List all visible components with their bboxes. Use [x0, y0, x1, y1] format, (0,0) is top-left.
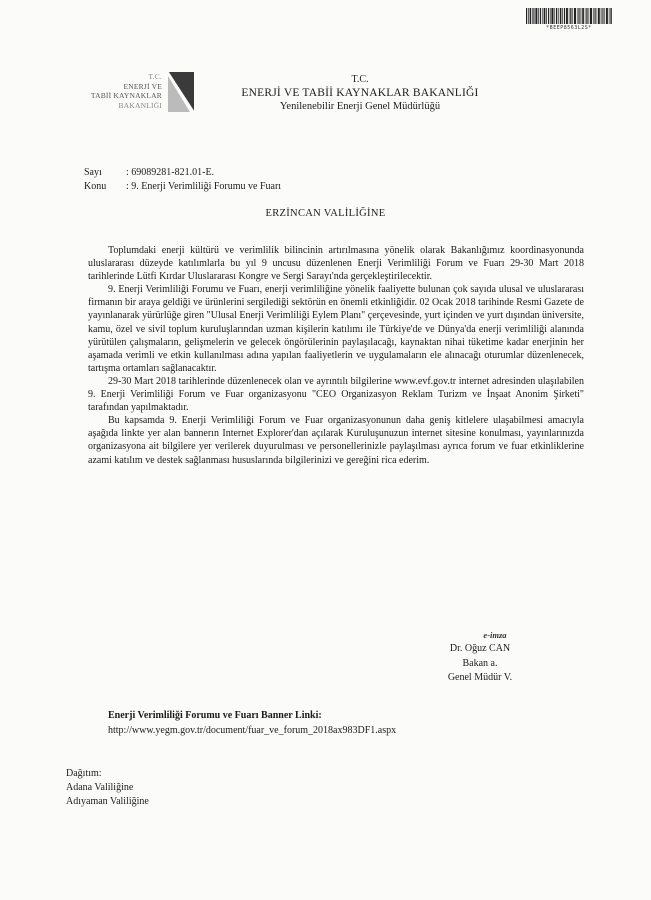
- ministry-name: ENERJİ VE TABİİ KAYNAKLAR BAKANLIĞI: [241, 87, 479, 99]
- distribution-label: Dağıtım:: [66, 768, 102, 779]
- banner-link-title: Enerji Verimliliği Forumu ve Fuarı Banner Linki:: [108, 710, 322, 721]
- distribution-list: [66, 767, 149, 809]
- e-signature-mark: e-imza: [483, 630, 507, 640]
- barcode-bars: [526, 8, 612, 24]
- logo-text-line1: T.C.: [148, 72, 162, 81]
- meta-sayi-label: Sayı: [84, 167, 102, 178]
- document-meta: [84, 166, 281, 194]
- barcode-number: *BEEP8563L2S*: [546, 25, 592, 31]
- body-paragraph-1: Toplumdaki enerji kültürü ve verimlilik bilincinin artırılmasına yönelik olarak Bakanlığımız koordinasyonunda uluslararası düzeyde katılımlarla bu yıl 9 uncusu düzenlenen Enerji Verimliliği Forum ve Fuarı 29-30 Mart 2018 tarihlerinde Lütfi Kırdar Uluslararası Kongre ve Sergi Sarayı'nda gerçekleştirilecektir.: [88, 245, 584, 283]
- signer-title-1: Bakan a.: [462, 657, 498, 669]
- signer-name: Dr. Oğuz CAN: [449, 643, 511, 654]
- directorate-name: Yenilenebilir Enerji Genel Müdürlüğü: [279, 101, 441, 112]
- meta-sayi-row: [84, 166, 281, 180]
- letterhead-tc: T.C.: [351, 74, 369, 85]
- logo-text-line4: BAKANLIĞI: [118, 100, 162, 110]
- meta-konu-value: : 9. Enerji Verimliliği Forumu ve Fuarı: [126, 181, 282, 192]
- body-paragraph-3: 29-30 Mart 2018 tarihlerinde düzenlenecek olan ve ayrıntılı bilgilerine www.evf.gov.tr internet adresinden ulaşılabilen 9. Enerji Verimliliği Forum ve Fuar organizasyonu "CEO Organizasyon Reklam Turizm ve İnşaat Anonim Şirketi" tarafından yapılmaktadır.: [88, 375, 584, 414]
- meta-konu-row: [84, 180, 281, 194]
- body-paragraph-4: Bu kapsamda 9. Enerji Verimliliği Forum ve Fuar organizasyonunun daha geniş kitlelere ulaşabilmesi amacıyla aşağıda linkte yer alan bannerın Internet Explorer'dan açılarak Kuruluşunuzun internet sitesine konulması, yayınlarınızda organizasyona ait bilgilere yer verilerek duyurulması ve personellerinizle paylaşılması ayrıca forum ve fuar etkinliklerine azami katılım ve destek sağlanması hususlarında bilgilerinizi ve gereğini rica ederim.: [88, 415, 584, 466]
- banner-link-url[interactable]: http://www.yegm.gov.tr/document/fuar_ve_forum_2018ax983DF1.aspx: [108, 725, 397, 736]
- meta-konu-label: Konu: [84, 181, 107, 192]
- logo-text-line3: TABİİ KAYNAKLAR: [90, 91, 162, 100]
- logo-text: [91, 72, 162, 110]
- distribution-item: Adana Valiliğine: [66, 782, 134, 793]
- banner-link-section: [108, 708, 396, 738]
- signature-block: [400, 628, 560, 686]
- barcode: [525, 8, 613, 31]
- meta-sayi-value: : 69089281-821.01-E.: [126, 167, 215, 178]
- recipient: ERZİNCAN VALİLİĞİNE: [265, 208, 386, 219]
- letter-body: [88, 244, 584, 467]
- logo-text-line2: ENERJİ VE: [123, 81, 162, 91]
- distribution-item: Adıyaman Valiliğine: [66, 796, 149, 807]
- letterhead: [160, 74, 560, 114]
- body-paragraph-2: 9. Enerji Verimliliği Forumu ve Fuarı, enerji verimliliğine yönelik faaliyette bulunan çok sayıda ulusal ve uluslararası firmanın bir araya geldiği ve ürünlerini sergilediği sektörün en önemli etkinliğidir. 02 Ocak 2018 tarihinde Resmi Gazete de yayınlanarak yürürlüğe giren "Ulusal Enerji Verimliliği Eylem Planı" çerçevesinde, yurt içinden ve yurt dışından üniversite, kamu, özel ve sivil toplum kuruluşlarından uzman kişilerin katılımı ile Türkiye'de ve Dünya'da enerji verimliliği alanında yürütülen çalışmaların, gelişmelerin ve gelecek öngörülerinin paylaşılacağı, kaynaktan nihai tüketime kadar enerjinin her aşamada verimli ve etkin kullanılması adına yapılan faaliyetlerin ve uygulamaların ele alınacağı oturumlar düzenlenecek, tartışma ortamları sağlanacaktır.: [88, 284, 584, 374]
- signer-title-2: Genel Müdür V.: [447, 672, 513, 683]
